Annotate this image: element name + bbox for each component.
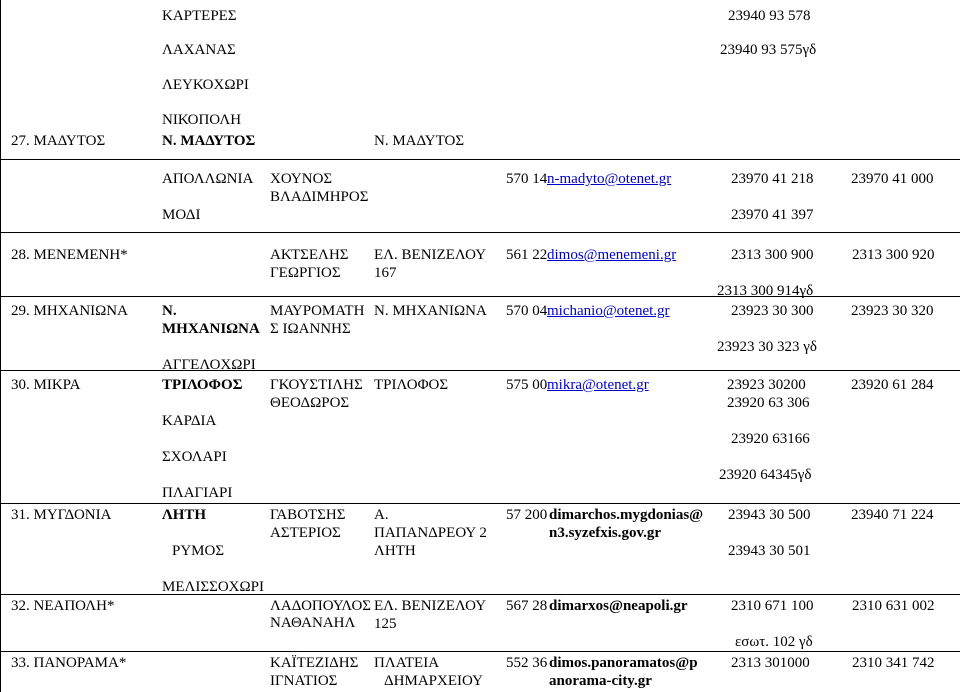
phone-cell: 23920 63166 bbox=[731, 431, 810, 447]
mayor-cell: ΙΓΝΑΤΙΟΣ bbox=[270, 673, 338, 689]
mayor-cell: ΛΑΔΟΠΟΥΛΟΣ bbox=[270, 598, 372, 614]
mayor-cell: ΘΕΟΔΩΡΟΣ bbox=[270, 395, 350, 411]
row-divider bbox=[0, 651, 960, 652]
fax-cell: 23923 30 320 bbox=[851, 303, 934, 319]
address-cell: ΠΑΠΑΝΔΡΕΟΥ 2 bbox=[374, 525, 487, 541]
phone-cell: 23940 93 578 bbox=[728, 8, 811, 24]
address-cell: Ν. ΜΑΔΥΤΟΣ bbox=[374, 133, 465, 149]
email-link[interactable]: mikra@otenet.gr bbox=[547, 377, 649, 393]
mayor-cell: ΓΚΟΥΣΤΙΛΗΣ bbox=[270, 377, 363, 393]
phone-cell: εσωτ. 102 γδ bbox=[735, 634, 813, 650]
row-divider bbox=[0, 296, 960, 297]
department-cell: ΚΑΡΔΙΑ bbox=[162, 413, 217, 429]
mayor-cell: ΑΣΤΕΡΙΟΣ bbox=[270, 525, 341, 541]
seat-cell: Ν. ΜΑΔΥΤΟΣ bbox=[162, 133, 256, 149]
fax-cell: 23940 71 224 bbox=[851, 507, 934, 523]
phone-cell: 23920 64345γδ bbox=[719, 467, 812, 483]
department-cell: ΜΕΛΙΣΣΟΧΩΡΙ bbox=[162, 579, 264, 595]
row-divider bbox=[0, 594, 960, 595]
phone-cell: 2313 300 914γδ bbox=[717, 283, 814, 299]
municipality-name: 29. ΜΗΧΑΝΙΩΝΑ bbox=[11, 303, 128, 319]
address-cell: ΕΛ. ΒΕΝΙΖΕΛΟΥ bbox=[374, 247, 487, 263]
municipality-name: 32. ΝΕΑΠΟΛΗ* bbox=[11, 598, 115, 614]
email-cell: n3.syzefxis.gov.gr bbox=[549, 525, 662, 541]
municipality-name: 30. ΜΙΚΡΑ bbox=[11, 377, 81, 393]
phone-cell: 23923 30 300 bbox=[731, 303, 814, 319]
phone-cell: 23923 30200 bbox=[727, 377, 806, 393]
email-link[interactable]: michanio@otenet.gr bbox=[547, 303, 670, 319]
address-cell: 167 bbox=[374, 265, 397, 281]
email-cell: dimarxos@neapoli.gr bbox=[549, 598, 688, 614]
address-cell: Α. bbox=[374, 507, 389, 523]
phone-cell: 23940 93 575γδ bbox=[720, 42, 817, 58]
municipality-name: 27. ΜΑΔΥΤΟΣ bbox=[11, 133, 106, 149]
fax-cell: 2310 341 742 bbox=[852, 655, 935, 671]
phone-cell: 2313 301000 bbox=[731, 655, 810, 671]
row-divider bbox=[0, 232, 960, 233]
postcode-cell: 561 22 bbox=[506, 247, 548, 263]
mayor-cell: ΓΑΒΟΤΣΗΣ bbox=[270, 507, 346, 523]
fax-cell: 2310 631 002 bbox=[852, 598, 935, 614]
department-cell: ΡΥΜΟΣ bbox=[172, 543, 225, 559]
address-cell: ΔΗΜΑΡΧΕΙΟΥ bbox=[384, 673, 483, 689]
phone-cell: 23943 30 501 bbox=[728, 543, 811, 559]
email-cell: dimos.panoramatos@p bbox=[549, 655, 698, 671]
phone-cell: 2313 300 900 bbox=[731, 247, 814, 263]
mayor-cell: ΜΑΥΡΟΜΑΤΗ bbox=[270, 303, 365, 319]
mayor-cell: ΓΕΩΡΓΙΟΣ bbox=[270, 265, 341, 281]
postcode-cell: 570 04 bbox=[506, 303, 548, 319]
email-cell: anorama-city.gr bbox=[549, 673, 652, 689]
email-link[interactable]: n-madyto@otenet.gr bbox=[547, 171, 672, 187]
address-cell: 125 bbox=[374, 616, 397, 632]
postcode-cell: 575 00 bbox=[506, 377, 548, 393]
municipality-name: 33. ΠΑΝΟΡΑΜΑ* bbox=[11, 655, 127, 671]
postcode-cell: 570 14 bbox=[506, 171, 548, 187]
seat-cell: ΜΗΧΑΝΙΩΝΑ bbox=[162, 321, 260, 337]
phone-cell: 2310 671 100 bbox=[731, 598, 814, 614]
municipality-name: 28. ΜΕΝΕΜΕΝΗ* bbox=[11, 247, 128, 263]
phone-cell: 23920 63 306 bbox=[727, 395, 810, 411]
department-cell: ΠΛΑΓΙΑΡΙ bbox=[162, 485, 233, 501]
mayor-cell: ΚΑΪΤΕΖΙΔΗΣ bbox=[270, 655, 359, 671]
department-cell: ΑΠΟΛΛΩΝΙΑ bbox=[162, 171, 254, 187]
department-cell: ΛΕΥΚΟΧΩΡΙ bbox=[162, 77, 249, 93]
row-divider bbox=[0, 503, 960, 504]
address-cell: ΕΛ. ΒΕΝΙΖΕΛΟΥ bbox=[374, 598, 487, 614]
department-cell: ΚΑΡΤΕΡΕΣ bbox=[162, 8, 237, 24]
department-cell: ΝΙΚΟΠΟΛΗ bbox=[162, 112, 242, 128]
mayor-cell: ΑΚΤΣΕΛΗΣ bbox=[270, 247, 349, 263]
email-link[interactable]: dimos@menemeni.gr bbox=[547, 247, 677, 263]
email-cell: dimarchos.mygdonias@ bbox=[549, 507, 704, 523]
fax-cell: 23920 61 284 bbox=[851, 377, 934, 393]
department-cell: ΛΑΧΑΝΑΣ bbox=[162, 42, 236, 58]
seat-cell: ΤΡΙΛΟΦΟΣ bbox=[162, 377, 243, 393]
seat-cell: ΛΗΤΗ bbox=[162, 507, 207, 523]
department-cell: ΜΟΔΙ bbox=[162, 207, 201, 223]
postcode-cell: 57 200 bbox=[506, 507, 548, 523]
mayor-cell: ΒΛΑΔΙΜΗΡΟΣ bbox=[270, 189, 369, 205]
phone-cell: 23943 30 500 bbox=[728, 507, 811, 523]
postcode-cell: 567 28 bbox=[506, 598, 548, 614]
address-cell: Ν. ΜΗΧΑΝΙΩΝΑ bbox=[374, 303, 487, 319]
address-cell: ΠΛΑΤΕΙΑ bbox=[374, 655, 440, 671]
row-divider bbox=[0, 159, 960, 160]
table-left-border bbox=[0, 0, 1, 692]
mayor-cell: ΧΟΥΝΟΣ bbox=[270, 171, 333, 187]
mayor-cell: ΝΑΘΑΝΑΗΛ bbox=[270, 615, 356, 631]
seat-cell: Ν. bbox=[162, 303, 177, 319]
department-cell: ΣΧΟΛΑΡΙ bbox=[162, 449, 227, 465]
address-cell: ΤΡΙΛΟΦΟΣ bbox=[374, 377, 449, 393]
mayor-cell: Σ ΙΩΑΝΝΗΣ bbox=[270, 321, 351, 337]
municipality-name: 31. ΜΥΓΔΟΝΙΑ bbox=[11, 507, 112, 523]
postcode-cell: 552 36 bbox=[506, 655, 548, 671]
phone-cell: 23970 41 397 bbox=[731, 207, 814, 223]
fax-cell: 23970 41 000 bbox=[851, 171, 934, 187]
phone-cell: 23970 41 218 bbox=[731, 171, 814, 187]
fax-cell: 2313 300 920 bbox=[852, 247, 935, 263]
phone-cell: 23923 30 323 γδ bbox=[717, 339, 817, 355]
department-cell: ΑΓΓΕΛΟΧΩΡΙ bbox=[162, 357, 256, 373]
row-divider bbox=[0, 370, 960, 371]
address-cell: ΛΗΤΗ bbox=[374, 543, 416, 559]
